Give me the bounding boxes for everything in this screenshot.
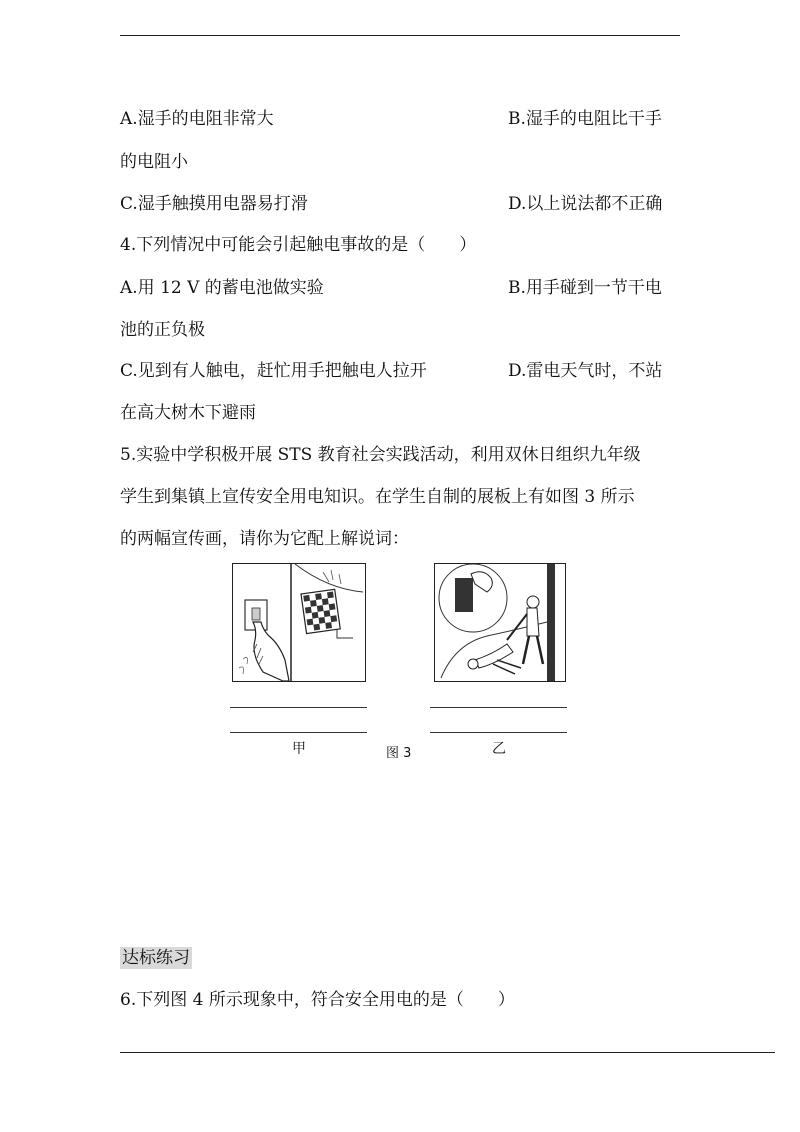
q3-option-c: C.湿手触摸用电器易打滑 — [120, 194, 308, 214]
section-heading — [120, 946, 192, 970]
figure-left-label: 甲 — [292, 741, 306, 757]
q3-option-a: A.湿手的电阻非常大 — [120, 109, 274, 129]
answer-line-right-1[interactable] — [430, 707, 567, 708]
q4-stem: 4.下列情况中可能会引起触电事故的是（ ） — [120, 235, 477, 255]
footer-rule — [120, 1052, 775, 1053]
q4-option-d-continued: 在高大树木下避雨 — [120, 403, 256, 423]
q3-option-b-continued: 的电阻小 — [120, 152, 188, 172]
q5-text-line-1: 5.实验中学积极开展 STS 教育社会实践活动，利用双休日组织九年级 — [120, 445, 641, 465]
figure-left-panel — [232, 563, 366, 682]
q4-option-b-continued: 池的正负极 — [120, 320, 205, 340]
answer-line-right-2[interactable] — [430, 732, 567, 733]
q4-option-d: D.雷电天气时，不站 — [508, 361, 663, 381]
answer-line-left-2[interactable] — [230, 732, 367, 733]
electrocution-rescue-illustration — [435, 564, 565, 681]
figure-right-panel — [434, 563, 566, 682]
figure-caption: 图 3 — [386, 746, 412, 761]
header-rule — [120, 35, 680, 36]
q6-stem: 6.下列图 4 所示现象中，符合安全用电的是（ ） — [120, 990, 515, 1010]
answer-line-left-1[interactable] — [230, 707, 367, 708]
wet-hand-switch-illustration — [233, 564, 365, 681]
q4-option-c: C.见到有人触电，赶忙用手把触电人拉开 — [120, 361, 427, 381]
q3-option-b: B.湿手的电阻比干手 — [508, 109, 662, 129]
q5-text-line-3: 的两幅宣传画，请你为它配上解说词： — [120, 529, 409, 549]
q4-option-b: B.用手碰到一节干电 — [508, 278, 662, 298]
q3-option-d: D.以上说法都不正确 — [508, 194, 663, 214]
q5-text-line-2: 学生到集镇上宣传安全用电知识。在学生自制的展板上有如图 3 所示 — [120, 487, 635, 507]
section-title-badge: 达标练习 — [122, 948, 190, 968]
q4-option-a: A.用 12 V 的蓄电池做实验 — [120, 278, 324, 298]
figure-right-label: 乙 — [492, 741, 506, 757]
